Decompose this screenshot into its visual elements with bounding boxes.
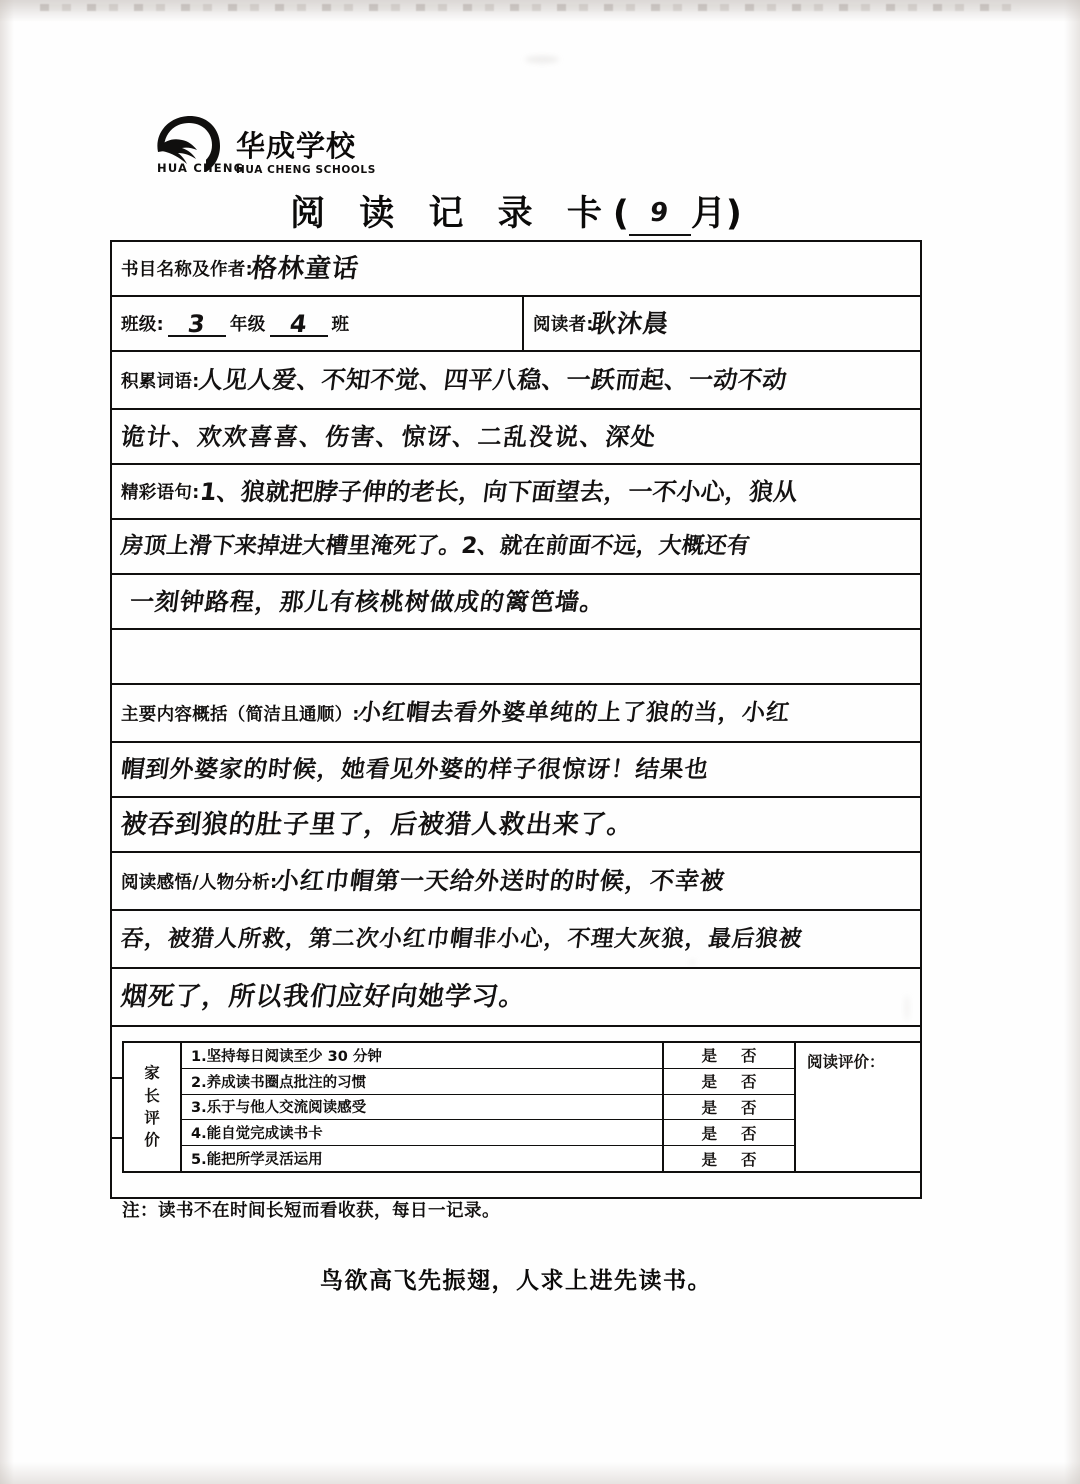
- row-vocabulary-2: [112, 410, 920, 465]
- svg-text:HUA CHENG: HUA CHENG: [157, 161, 245, 175]
- row-reflection-3: [112, 969, 920, 1027]
- row-summary-2: [112, 743, 920, 798]
- eval-item-text: 5.能把所学灵活运用: [191, 1152, 323, 1169]
- eval-yes-option[interactable]: 是: [701, 1124, 717, 1143]
- vocabulary-label: 积累词语:: [121, 371, 200, 392]
- grade-blank: [168, 307, 226, 337]
- reading-evaluation-label: 阅读评价：: [807, 1053, 885, 1071]
- reading-evaluation-cell[interactable]: [796, 1043, 920, 1171]
- summary-line-2: 帽到外婆家的时候，她看见外婆的样子很惊讶！结果也: [119, 754, 711, 783]
- class-number-blank: [270, 307, 328, 337]
- row-sentences-3: [112, 575, 920, 630]
- reader-cell: [524, 297, 920, 350]
- reflection-label: 阅读感悟/人物分析:: [121, 872, 278, 893]
- reflection-line-2: 吞，被猎人所救，第二次小红巾帽非小心，不理大灰狼，最后狼被: [119, 925, 805, 952]
- reader-value: 耿沐晨: [588, 309, 671, 338]
- eval-item: [182, 1043, 662, 1069]
- page-title-text: 阅 读 记 录 卡: [290, 194, 613, 234]
- row-reflection-2: [112, 911, 920, 969]
- parent-evaluation-items: [182, 1043, 664, 1171]
- vertical-label-char: 长: [144, 1086, 160, 1105]
- row-sentences-1: [112, 465, 920, 520]
- parent-evaluation-table: [122, 1041, 922, 1173]
- eval-yesno-row: [664, 1043, 794, 1069]
- eval-no-option[interactable]: 否: [741, 1098, 757, 1117]
- row-sentences-4-empty: [112, 630, 920, 685]
- eval-yesno-row: [664, 1069, 794, 1095]
- eval-item: [182, 1120, 662, 1146]
- row-class-reader: [112, 297, 920, 352]
- eval-yes-option[interactable]: 是: [701, 1098, 717, 1117]
- vocabulary-line-1: 人见人爱、不知不觉、四平八稳、一跃而起、一动不动: [196, 366, 789, 394]
- scan-left-edge-shadow: [0, 0, 14, 1484]
- eval-no-option[interactable]: 否: [741, 1124, 757, 1143]
- class-label: 班级:: [121, 315, 164, 335]
- reflection-line-3: 烟死了，所以我们应好向她学习。: [119, 982, 528, 1012]
- sentences-line-3: 一刻钟路程，那儿有核桃树做成的篱笆墙。: [128, 587, 607, 616]
- eval-no-option[interactable]: 否: [741, 1047, 757, 1066]
- scan-top-edge-artifact: [0, 0, 1080, 26]
- summary-label: 主要内容概括（简洁且通顺）:: [121, 704, 360, 725]
- eval-yesno-row: [664, 1120, 794, 1146]
- title-paren-close: ): [725, 194, 742, 234]
- grade-value: 3: [186, 309, 208, 338]
- reflection-line-1: 小红巾帽第一天给外送时的时候，不幸被: [273, 867, 728, 895]
- eval-item: [182, 1095, 662, 1121]
- class-unit: 班: [331, 315, 350, 335]
- row-summary-3: [112, 798, 920, 853]
- row-book-title: [112, 242, 920, 297]
- school-logo: [148, 112, 376, 178]
- eval-yesno-row: [664, 1146, 794, 1171]
- row-vocabulary-1: [112, 352, 920, 410]
- eval-item-text: 1.坚持每日阅读至少 30 分钟: [191, 1048, 382, 1065]
- parent-evaluation-yesno-column: [664, 1043, 796, 1171]
- scan-speck: [525, 56, 559, 63]
- vocabulary-line-2: 诡计、欢欢喜喜、伤害、惊讶、二乱没说、深处: [119, 422, 659, 451]
- eval-no-option[interactable]: 否: [741, 1150, 757, 1169]
- eval-yes-option[interactable]: 是: [701, 1073, 717, 1092]
- logo-english-name: HUA CHENG SCHOOLS: [236, 164, 376, 176]
- title-paren-open: (: [612, 194, 629, 234]
- book-label: 书目名称及作者:: [121, 260, 253, 280]
- eval-item: [182, 1069, 662, 1095]
- footer-note: 注：读书不在时间长短而看收获，每日一记录。: [122, 1201, 500, 1221]
- page-title: [110, 186, 922, 236]
- book-value: 格林童话: [249, 253, 361, 284]
- eval-item-text: 2.养成读书圈点批注的习惯: [191, 1074, 367, 1091]
- sentences-label: 精彩语句:: [121, 483, 200, 503]
- eval-yes-option[interactable]: 是: [701, 1150, 717, 1169]
- row-summary-1: [112, 685, 920, 743]
- parent-evaluation-vertical-label: [124, 1043, 182, 1171]
- summary-line-1: 小红帽去看外婆单纯的上了狼的当，小红: [356, 699, 792, 726]
- eval-no-option[interactable]: 否: [741, 1073, 757, 1092]
- eval-item-text: 4.能自觉完成读书卡: [191, 1126, 323, 1143]
- vertical-label-char: 家: [144, 1064, 160, 1083]
- month-blank: [629, 194, 691, 236]
- class-number-value: 4: [287, 309, 310, 338]
- class-cell: [112, 297, 524, 350]
- grade-unit: 年级: [229, 315, 266, 335]
- logo-chinese-name: 华成学校: [236, 128, 357, 163]
- eval-yesno-row: [664, 1095, 794, 1121]
- sentences-line-2: 房顶上滑下来掉进大槽里淹死了。2、就在前面不远，大概还有: [119, 533, 752, 560]
- title-month-unit: 月: [690, 194, 726, 234]
- summary-line-3: 被吞到狼的肚子里了，后被猎人救出来了。: [119, 809, 636, 840]
- month-handwritten-value: 9: [648, 198, 672, 228]
- vertical-label-char: 评: [144, 1109, 160, 1127]
- eval-yes-option[interactable]: 是: [701, 1047, 717, 1066]
- bird-emblem-icon: [148, 112, 245, 178]
- scan-right-edge-shadow: [1064, 0, 1080, 1484]
- vertical-label-char: 价: [144, 1131, 160, 1150]
- row-sentences-2: [112, 520, 920, 575]
- sentences-line-1: 1、狼就把脖子伸的老长，向下面望去，一不小心，狼从: [197, 477, 799, 506]
- eval-item: [182, 1146, 662, 1171]
- footer-motto: 鸟欲高飞先振翅，人求上进先读书。: [320, 1268, 712, 1294]
- reader-label: 阅读者:: [533, 315, 594, 335]
- row-reflection-1: [112, 853, 920, 911]
- scan-bottom-edge-shadow: [0, 1462, 1080, 1484]
- eval-item-text: 3.乐于与他人交流阅读感受: [191, 1100, 367, 1117]
